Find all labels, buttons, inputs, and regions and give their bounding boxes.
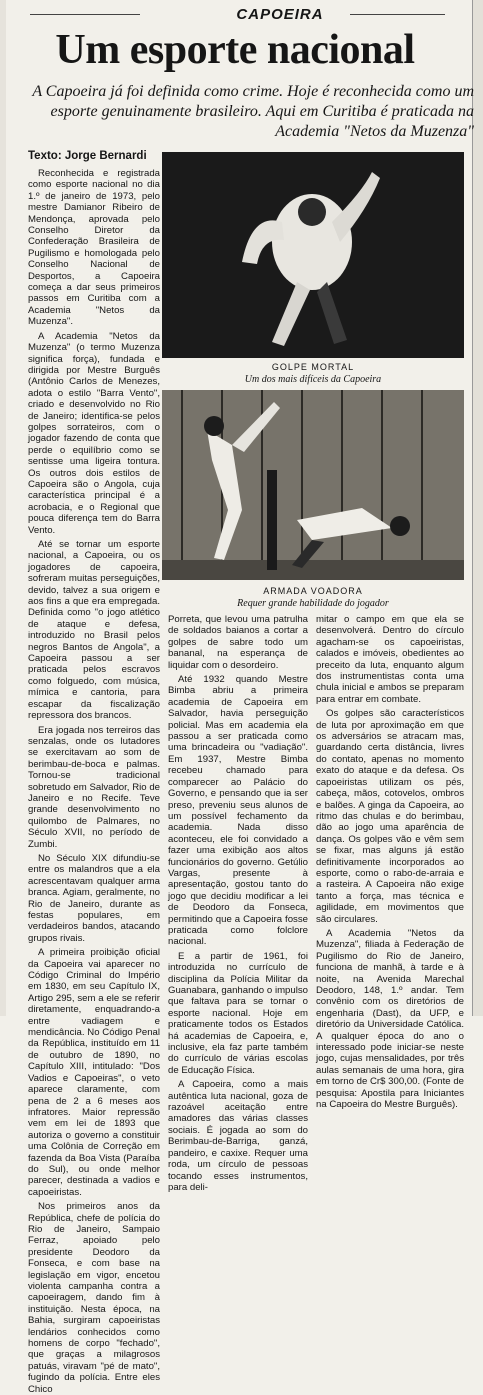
paragraph: Até 1932 quando Mestre Bimba abriu a primeira academia de Capoeira em Salvador, havia perseguição policial. Mas em academia ela passou a ser praticada como uma brincadeira ou "vadiação". Em 1937, Mestre Bimba recebeu chamado para comparecer ao Palácio do Governo, e pensando que ia ser preso, preveniu seus alunos de um possível fechamento da academia. Nada disso aconteceu, ele foi convidado a fazer uma exibição aos altos funcionários do governo. Getúlio Vargas, presente à apresentação, gostou tanto do jogo que decidiu modificar a lei de Deodoro da Fonseca, permitindo que a Capoeira fosse praticada como folclore nacional. [168,674,308,948]
paragraph: Nos primeiros anos da República, chefe de polícia do Rio de Janeiro, Sampaio Ferraz, apoiado pelo presidente Deodoro da Fonseca, e com base na legislação em vigor, encetou violenta campanha contra a capoeiragem, dando fim à instituição. Nesta época, na Bahia, surgiram capoeiristas lendários conhecidos como homens de corpo "fechado", que graças a milagrosos patuás, viravam "pé de mato", fugindo da polícia. Entre eles Chico [28,1201,160,1395]
paragraph: Era jogada nos terreiros das senzalas, onde os lutadores se exercitavam ao som de berimbau-de-boca e palmas. Tornou-se tradicional sobretudo em Salvador, Rio de Janeiro e no Recife. Teve grande desenvolvimento no quilombo de Palmares, no Século XVII, no período de Zumbi. [28,724,160,850]
photo1-title: GOLPE MORTAL [271,362,355,372]
paragraph: Até se tornar um esporte nacional, a Capoeira, ou os jogadores de capoeira, sofreram muitas perseguições, devido, talvez a sua origem e aos fins a que era empregada. Definida como "o jogo atlético de ataque e defesa, introduzido no Brasil pelos negros Bantos de Angola", a Capoeira passou a ser praticada pelos escravos como folguedo, com música, mímica e cantoria, para escapar da fiscalização repressora dos brancos. [28,539,160,722]
section-rule-left [30,14,140,15]
article-column-2 [168,614,308,1193]
paragraph: A primeira proibição oficial da Capoeira vai aparecer no Código Criminal do Império em 1830, em seu Capítulo IX, Artigo 295, sem a ele se referir diretamente, enquadrando-a entre vadiagem e mendicância. No Código Penal da República, instituído em 11 de outubro de 1890, no Capítulo XIII, intitulado: "Dos Vadios e Capoeiras", o veto aparece claramente, com pena de 2 a 6 meses aos infratores. Maior repressão vem em lei de 1893 que autoriza o governo a constituir uma Colônia de Correção em fazenda da Boa Vista (Paraíba do Sul), ou onde melhor parecer, destinada a vadios e capoeiristas. [28,947,160,1198]
article-column-3 [316,614,464,1111]
paragraph: Os golpes são característicos de luta por aproximação em que os adversários se atracam mas, guardando certa distância, livres do contato, apenas no momento exato do ataque e da defesa. Os capoeiristas utilizam os pés, cabeça, mãos, cotovelos, ombros e balões. A ginga da Capoeira, ao ritmo das chulas e do berimbau, dão ao jogo uma aparência de dança. Os golpes vão e vêm sem se fixar, mas alguns já estão definitivamente incorporados ao esporte, como o rabo-de-arraia e a rasteira. A Capoeira não exige tanto a força, mas técnica e agilidade, em movimentos que são circulares. [316,708,464,925]
paragraph: Reconhecida e registrada como esporte nacional no dia 1.º de janeiro de 1973, pelo mestre Damianor Ribeiro de Mendonça, aprovada pelo Conselho Diretor da Confederação Brasileira de Pugilismo e homologada pelo Conselho Nacional de Desportos, a Capoeira começa a dar seus primeiros passos em Curitiba com a Academia "Netos da Muzenza". [28,168,160,328]
paragraph: A Capoeira, como a mais autêntica luta nacional, goza de razoável aceitação entre amadores das várias classes sociais. É jogada ao som do Berimbau-de-Barriga, ganzá, pandeiro, e caxixe. Requer uma roda, um círculo de pessoas tocando esses instrumentos, para deli- [168,1079,308,1193]
photo2-caption: Requer grande habilidade do jogador [237,598,389,609]
section-label: CAPOEIRA [236,6,324,23]
photo1-caption: Um dos mais difíceis da Capoeira [244,374,382,385]
page-edge-right [472,0,483,1016]
paragraph: Porreta, que levou uma patrulha de soldados baianos a cortar a golpes de sabre todo um bananal, na esperança de liquidar com o desordeiro. [168,614,308,671]
paragraph: A Academia "Netos da Muzenza" (o termo Muzenza significa força), fundada e dirigida por Mestre Burguês (Antônio Carlos de Menezes, adota o estilo "Barra Vento", criado e desenvolvido no Rio de Janeiro; identifica-se pelos golpes sorrateiros, com o jogador fazendo de conta que perde o equilíbrio como se sentisse uma ligeira tontura. Os outros dois estilos de Capoeira são o Angola, cuja característica principal é a acrobacia, e o Regional que pouca diferença tem do Barra Vento. [28,330,160,536]
deck-subtitle: A Capoeira já foi definida como crime. Hoje é reconhecida como um esporte genuinamente brasileiro. Aqui em Curitiba é praticada na Academia "Netos da Muzenza" [32,83,474,140]
article-column-1 [28,168,160,1395]
byline: Texto: Jorge Bernardi [28,150,147,162]
paragraph: mitar o campo em que ela se desenvolverá. Dentro do círculo agacham-se os capoeiristas, calados e imóveis, obedientes ao preceito da luta, enquanto algum dos instrumentistas conta uma chula inicial e ambos se preparam para entrar em combate. [316,614,464,705]
photo2-title: ARMADA VOADORA [263,586,363,596]
capoeira-player-image [162,152,464,358]
paragraph: A Academia "Netos da Muzenza", filiada à Federação de Pugilismo do Rio de Janeiro, funciona de manhã, à tarde e à noite, na Avenida Marechal Deodoro, 148, 1.º andar. Tem convênio com os diretórios de engenharia (Dast), da UFP, e diretório da Universidade Católica. A qualquer época do ano o interessado pode iniciar-se neste jogo, cujas mensalidades, por três aulas semanais de uma hora, gira em torno de Cr$ 300,00. (Fonte de pesquisa: Apostila para Iniciantes na Capoeira do Mestre Burguês). [316,927,464,1111]
headline: Um esporte nacional [55,27,415,73]
page-edge-left [0,0,6,1016]
paragraph: No Século XIX difundiu-se entre os malandros que a ela acrescentavam qualquer arma branca. Agiam, geralmente, no Rio de Janeiro, durante as festas populares, em verdadeiros bandos, atacando grupos rivais. [28,852,160,944]
photo-armada-voadora [162,390,464,580]
paragraph: E a partir de 1961, foi introduzida no currículo de disciplina da Polícia Militar da Guanabara, ganhando o impulso que faltava para se tornar o esporte nacional. Hoje em praticamente todos os Estados há academias de Capoeira, e, inclusive, ela faz parte também do currículo de várias escolas de Educação Física. [168,950,308,1076]
capoeira-jump-image [162,390,464,580]
photo-golpe-mortal [162,152,464,358]
